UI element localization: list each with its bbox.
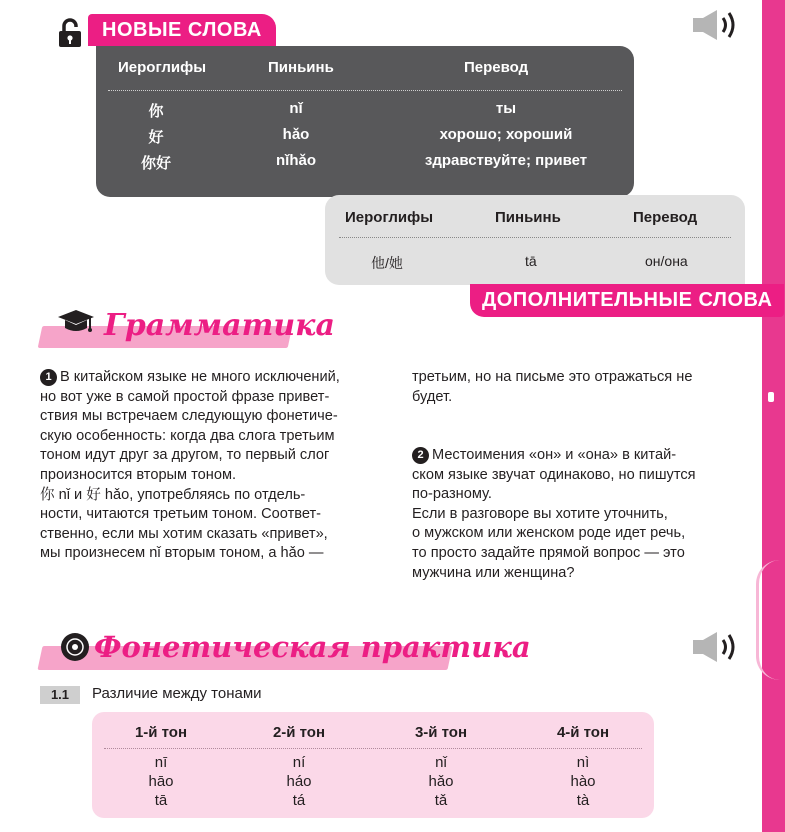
grammar-paragraph-1-continued [412, 368, 752, 407]
text-line: Если в разговоре вы хотите уточнить, [412, 505, 668, 522]
text-line: мы произнесем nǐ вторым тоном, а hǎo — [40, 545, 324, 562]
vocab-pinyin: nǐhǎo [276, 152, 316, 169]
text-line: третьим, но на письме это отражаться не [412, 369, 693, 385]
grammar-title: Грамматика [104, 308, 335, 343]
vocab-hieroglyph: 你好 [140, 155, 171, 172]
text-line: то просто задайте прямой вопрос — это [412, 544, 685, 561]
text-line: ствия мы встречаем следующую фонетиче- [40, 408, 338, 425]
tone-header: 4-й тон [556, 724, 610, 741]
page-edge-strip [762, 0, 785, 832]
text-line: мужчина или женщина? [412, 564, 575, 581]
edge-mark [768, 392, 774, 402]
vocab-pinyin: nǐ [289, 100, 303, 117]
vocab-translation: здравствуйте; привет [424, 152, 588, 169]
graduation-cap-icon [56, 307, 96, 341]
phonetics-title: Фонетическая практика [94, 630, 531, 664]
tone-cell: hāo [148, 773, 174, 790]
header-translation: Перевод [464, 59, 529, 76]
new-words-tag: НОВЫЕ СЛОВА [88, 14, 276, 46]
edge-curve-decoration [756, 560, 780, 680]
paragraph-number: 1 [40, 369, 57, 386]
text-line: В китайском языке не много исключений, [60, 369, 340, 385]
unlock-icon [58, 18, 82, 52]
tone-table [92, 712, 654, 818]
extra-hieroglyph: 他/她 [371, 255, 403, 271]
exercise-number: 1.1 [40, 686, 80, 704]
vocab-hieroglyph: 好 [148, 129, 164, 146]
tone-header: 3-й тон [414, 724, 468, 741]
tone-header: 1-й тон [134, 724, 188, 741]
header-pinyin: Пиньинь [268, 59, 334, 76]
grammar-paragraph-2 [412, 446, 752, 583]
tone-cell: tǎ [434, 792, 448, 809]
text-line: ском языке звучат одинаково, но пишутся [412, 466, 696, 483]
text-line: ственно, если мы хотим сказать «привет», [40, 525, 328, 542]
text-line: тоном идут друг за другом, то первый слог [40, 447, 330, 464]
header-translation: Перевод [633, 209, 698, 226]
tone-cell: hǎo [428, 773, 454, 790]
header-pinyin: Пиньинь [495, 209, 561, 226]
text-line: произносится вторым тоном. [40, 466, 237, 483]
vocab-translation: ты [495, 100, 517, 117]
text-line: будет. [412, 388, 453, 405]
tone-cell: nī [154, 754, 168, 771]
vocab-translation: хорошо; хороший [439, 126, 573, 143]
disc-icon [60, 632, 90, 666]
tone-cell: nǐ [435, 754, 447, 771]
exercise-title: Различие между тонами [92, 685, 262, 702]
tone-cell: ní [292, 754, 306, 771]
tone-cell: hào [570, 773, 596, 790]
tone-cell: háo [286, 773, 312, 790]
text-line: ности, читаются третьим тоном. Соответ- [40, 506, 322, 523]
header-hieroglyphs: Иероглифы [345, 209, 434, 226]
tone-header: 2-й тон [272, 724, 326, 741]
extra-pinyin: tā [525, 253, 537, 269]
speaker-icon[interactable] [690, 8, 742, 46]
text-line: о мужском или женском роде идет речь, [412, 525, 686, 542]
tone-cell: tā [154, 792, 168, 809]
new-words-table [96, 46, 634, 197]
tone-cell: tá [292, 792, 306, 809]
vocab-pinyin: hǎo [282, 126, 310, 143]
extra-words-tag: ДОПОЛНИТЕЛЬНЫЕ СЛОВА [470, 284, 784, 317]
text-line: но вот уже в самой простой фразе привет- [40, 388, 330, 405]
paragraph-number: 2 [412, 447, 429, 464]
text-line: скую особенность: когда два слога третьим [40, 427, 335, 444]
header-hieroglyphs: Иероглифы [118, 59, 207, 76]
speaker-icon[interactable] [690, 630, 742, 668]
table-divider [108, 90, 622, 91]
tone-cell: nì [576, 754, 590, 771]
text-line: 你 nǐ и 好 hǎo, употребляясь по отдель- [40, 486, 306, 503]
extra-words-table [325, 195, 745, 285]
table-divider [104, 748, 642, 749]
grammar-paragraph-1 [40, 368, 380, 564]
tone-cell: tà [576, 792, 590, 809]
table-divider [339, 237, 731, 238]
text-line: Местоимения «он» и «она» в китай- [432, 447, 677, 463]
vocab-hieroglyph: 你 [148, 103, 164, 120]
text-line: по-разному. [412, 486, 492, 503]
extra-translation: он/она [645, 253, 688, 269]
